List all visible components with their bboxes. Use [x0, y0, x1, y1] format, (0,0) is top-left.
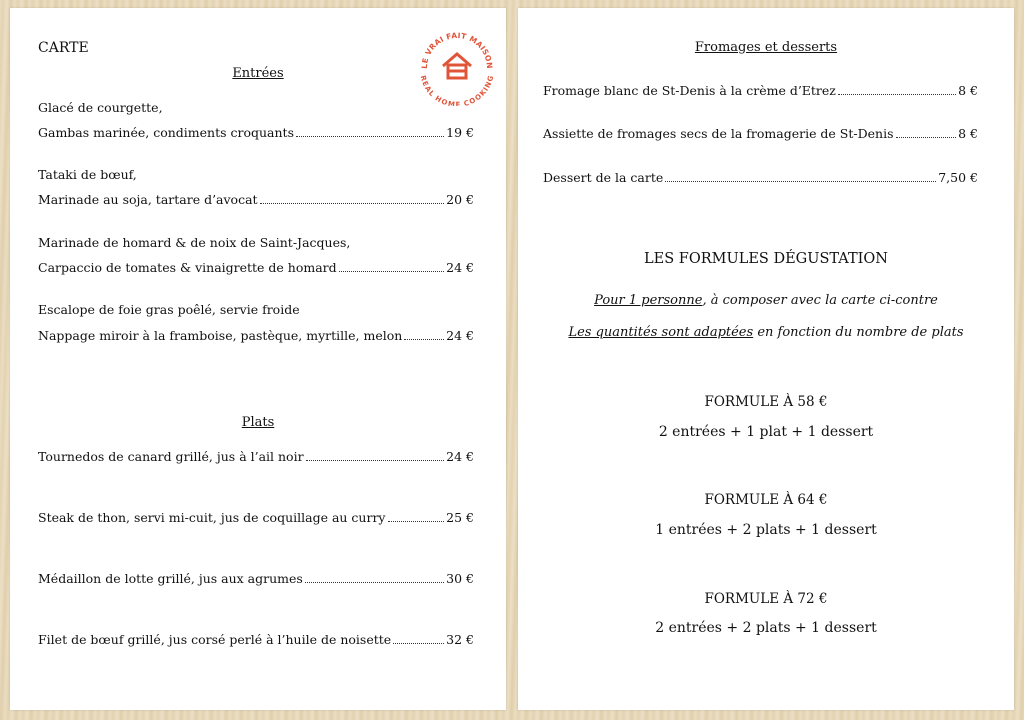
leader-dots	[260, 203, 445, 204]
leader-dots	[296, 136, 444, 137]
entree-4-line2	[38, 328, 474, 343]
fromages-heading: Fromages et desserts	[694, 40, 838, 55]
entree-1-line2	[38, 125, 474, 140]
leader-dots	[339, 271, 444, 272]
dessert-carte-name: Dessert de la carte	[543, 170, 664, 185]
fromage-1-price: 8 €	[958, 83, 978, 98]
plat-1-name: Tournedos de canard grillé, jus à l’ail noir	[38, 449, 304, 464]
intro-2-underlined: Les quantités sont adaptées	[568, 325, 754, 340]
entree-3-line2	[38, 260, 474, 275]
entree-2-line2	[38, 192, 474, 207]
fromage-2-name: Assiette de fromages secs de la fromagerie de St-Denis	[543, 126, 894, 141]
leader-dots	[896, 137, 957, 138]
entree-4-price: 24 €	[446, 328, 474, 343]
plat-2-price: 25 €	[446, 510, 474, 525]
intro-1-rest: , à composer avec la carte ci-contre	[702, 293, 938, 308]
entree-1-price: 19 €	[446, 125, 474, 140]
fromage-2-price: 8 €	[958, 126, 978, 141]
leader-dots	[665, 181, 936, 182]
plat-4-name: Filet de bœuf grillé, jus corsé perlé à l’huile de noisette	[38, 632, 392, 647]
leader-dots	[388, 521, 445, 522]
entree-2-line1: Tataki de bœuf,	[38, 167, 137, 182]
formule-58-title: FORMULE À 58 €	[704, 394, 828, 410]
plat-4	[38, 632, 474, 647]
entree-4-line1: Escalope de foie gras poêlé, servie froide	[38, 302, 300, 317]
formule-64-title: FORMULE À 64 €	[704, 492, 828, 508]
leader-dots	[393, 643, 444, 644]
svg-text:LE VRAI FAIT MAISON	[420, 31, 494, 69]
right-menu-page	[518, 8, 1014, 710]
plat-3-name: Médaillon de lotte grillé, jus aux agrumes	[38, 571, 303, 586]
intro-2-rest: en fonction du nombre de plats	[753, 325, 964, 340]
entree-2-price: 20 €	[446, 192, 474, 207]
fromage-1	[543, 83, 978, 98]
plat-3-price: 30 €	[446, 571, 474, 586]
formule-72-title: FORMULE À 72 €	[704, 591, 828, 607]
formules-heading: LES FORMULES DÉGUSTATION	[644, 251, 888, 267]
fromage-2	[543, 126, 978, 141]
formules-intro-2	[518, 325, 1014, 340]
dessert-carte	[543, 170, 978, 185]
plat-4-price: 32 €	[446, 632, 474, 647]
entree-1-name: Gambas marinée, condiments croquants	[38, 125, 294, 140]
leader-dots	[838, 94, 956, 95]
logo-text-top: LE VRAI FAIT MAISON	[419, 30, 495, 70]
entree-3-name: Carpaccio de tomates & vinaigrette de homard	[38, 260, 337, 275]
formule-72-desc: 2 entrées + 2 plats + 1 dessert	[655, 620, 877, 636]
fromage-1-name: Fromage blanc de St-Denis à la crème d’Etrez	[543, 83, 836, 98]
intro-1-underlined: Pour 1 personne	[594, 293, 703, 308]
plat-1	[38, 449, 474, 464]
formule-58-desc: 2 entrées + 1 plat + 1 dessert	[658, 424, 874, 440]
formules-intro-1	[518, 293, 1014, 308]
entrees-heading: Entrées	[232, 66, 284, 81]
plat-2	[38, 510, 474, 525]
leader-dots	[305, 582, 444, 583]
entree-1-line1: Glacé de courgette,	[38, 100, 163, 115]
plat-2-name: Steak de thon, servi mi-cuit, jus de coquillage au curry	[38, 510, 386, 525]
plats-heading: Plats	[241, 415, 275, 430]
formule-64-desc: 1 entrées + 2 plats + 1 dessert	[655, 522, 877, 538]
carte-title: CARTE	[38, 40, 89, 56]
entree-3-price: 24 €	[446, 260, 474, 275]
plat-3	[38, 571, 474, 586]
logo-text-bottom: REAL HOME COOKING	[418, 74, 496, 106]
left-menu-page	[10, 8, 506, 710]
entree-4-name: Nappage miroir à la framboise, pastèque, myrtille, melon	[38, 328, 403, 343]
entree-2-name: Marinade au soja, tartare d’avocat	[38, 192, 258, 207]
leader-dots	[306, 460, 445, 461]
leader-dots	[404, 339, 444, 340]
entree-3-line1: Marinade de homard & de noix de Saint-Jacques,	[38, 235, 351, 250]
plat-1-price: 24 €	[446, 449, 474, 464]
dessert-carte-price: 7,50 €	[938, 170, 978, 185]
